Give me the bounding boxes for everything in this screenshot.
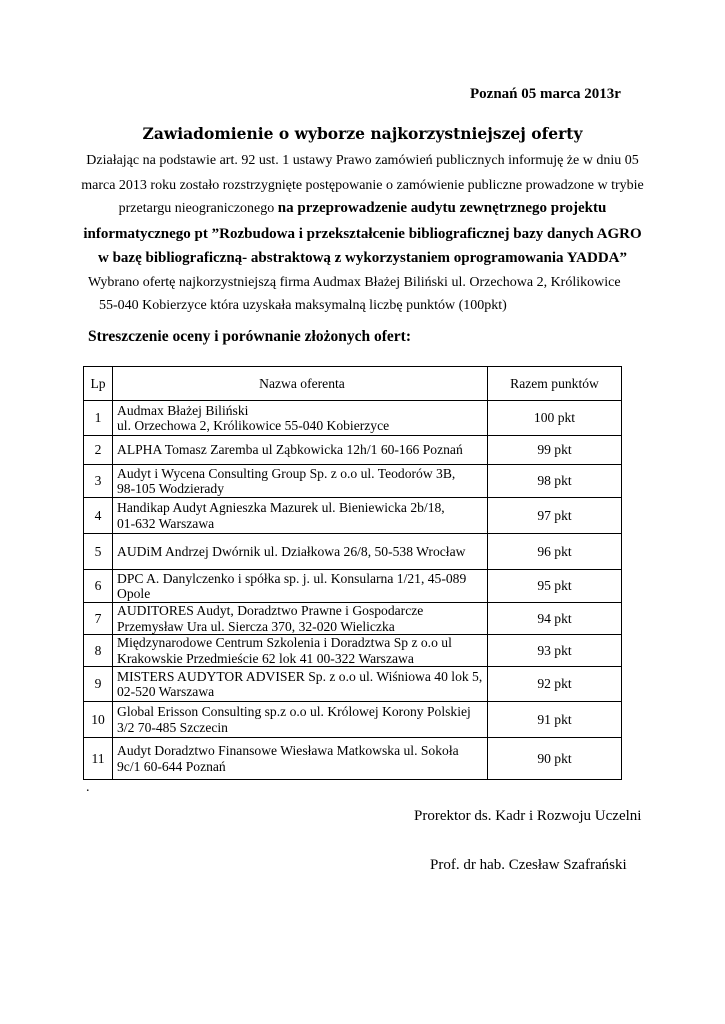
row-points: 97 pkt xyxy=(488,498,622,534)
signature-role: Prorektor ds. Kadr i Rozwoju Uczelni xyxy=(414,808,642,824)
row-points: 94 pkt xyxy=(488,603,622,635)
table-row xyxy=(84,570,622,603)
row-points: 91 pkt xyxy=(488,702,622,738)
row-points: 92 pkt xyxy=(488,667,622,702)
row-name: AUDITORES Audyt, Doradztwo Prawne i Gospodarcze Przemysław Ura ul. Siercza 370, 32-020 Wieliczka xyxy=(113,603,488,635)
row-lp: 6 xyxy=(84,570,113,603)
row-points: 95 pkt xyxy=(488,570,622,603)
row-points: 93 pkt xyxy=(488,635,622,667)
document-title: Zawiadomienie o wyborze najkorzystniejszej oferty xyxy=(142,124,583,143)
intro-line-3-normal: przetargu nieograniczonego xyxy=(118,201,278,216)
table-row xyxy=(84,667,622,702)
row-points: 100 pkt xyxy=(488,401,622,436)
table-row xyxy=(84,534,622,570)
row-name: ALPHA Tomasz Zaremba ul Ząbkowicka 12h/1 60-166 Poznań xyxy=(113,436,488,465)
row-lp: 4 xyxy=(84,498,113,534)
row-name: Audmax Błażej Biliński ul. Orzechowa 2, Królikowice 55-040 Kobierzyce xyxy=(113,401,488,436)
row-name: Audyt i Wycena Consulting Group Sp. z o.o ul. Teodorów 3B, 98-105 Wodzierady xyxy=(113,465,488,498)
document-date: Poznań 05 marca 2013r xyxy=(470,86,621,102)
row-lp: 1 xyxy=(84,401,113,436)
intro-line-6: Wybrano ofertę najkorzystniejszą firma Audmax Błażej Biliński ul. Orzechowa 2, Królikowice xyxy=(88,275,621,290)
intro-line-1: Działając na podstawie art. 92 ust. 1 ustawy Prawo zamówień publicznych informuję że w dniu 05 xyxy=(86,153,639,168)
signature-name: Prof. dr hab. Czesław Szafrański xyxy=(430,857,627,873)
header-name: Nazwa oferenta xyxy=(113,367,488,401)
intro-line-4: informatycznego pt ”Rozbudowa i przekształcenie bibliograficznej bazy danych AGRO xyxy=(83,226,642,242)
table-row xyxy=(84,436,622,465)
row-name: Handikap Audyt Agnieszka Mazurek ul. Bieniewicka 2b/18, 01-632 Warszawa xyxy=(113,498,488,534)
intro-line-3-bold: na przeprowadzenie audytu zewnętrznego projektu xyxy=(277,200,607,216)
row-name: Międzynarodowe Centrum Szkolenia i Doradztwa Sp z o.o ul Krakowskie Przedmieście 62 lok 41 00-322 Warszawa xyxy=(113,635,488,667)
row-lp: 8 xyxy=(84,635,113,667)
table-row xyxy=(84,702,622,738)
table-row xyxy=(84,738,622,780)
header-lp: Lp xyxy=(84,367,113,401)
row-lp: 11 xyxy=(84,738,113,780)
row-lp: 7 xyxy=(84,603,113,635)
row-lp: 5 xyxy=(84,534,113,570)
stray-dot: . xyxy=(86,780,90,795)
row-points: 96 pkt xyxy=(488,534,622,570)
header-points: Razem punktów xyxy=(488,367,622,401)
intro-line-2: marca 2013 roku zostało rozstrzygnięte postępowanie o zamówienie publiczne prowadzone w trybie xyxy=(81,178,644,193)
table-row xyxy=(84,498,622,534)
table-row xyxy=(84,465,622,498)
table-row xyxy=(84,603,622,635)
row-lp: 2 xyxy=(84,436,113,465)
table-row xyxy=(84,635,622,667)
row-lp: 10 xyxy=(84,702,113,738)
row-name: Global Erisson Consulting sp.z o.o ul. Królowej Korony Polskiej 3/2 70-485 Szczecin xyxy=(113,702,488,738)
offers-table xyxy=(83,366,622,780)
row-name: DPC A. Danylczenko i spółka sp. j. ul. Konsularna 1/21, 45-089 Opole xyxy=(113,570,488,603)
intro-line-3 xyxy=(0,200,725,217)
row-points: 99 pkt xyxy=(488,436,622,465)
row-points: 98 pkt xyxy=(488,465,622,498)
row-name: AUDiM Andrzej Dwórnik ul. Działkowa 26/8, 50-538 Wrocław xyxy=(113,534,488,570)
table-row xyxy=(84,401,622,436)
intro-line-5: w bazę bibliograficzną- abstraktową z wykorzystaniem oprogramowania YADDA” xyxy=(98,250,627,266)
section-subheading: Streszczenie oceny i porównanie złożonych ofert: xyxy=(88,328,411,345)
intro-line-7: 55-040 Kobierzyce która uzyskała maksymalną liczbę punktów (100pkt) xyxy=(99,298,507,313)
row-lp: 9 xyxy=(84,667,113,702)
row-lp: 3 xyxy=(84,465,113,498)
row-name: MISTERS AUDYTOR ADVISER Sp. z o.o ul. Wiśniowa 40 lok 5, 02-520 Warszawa xyxy=(113,667,488,702)
row-points: 90 pkt xyxy=(488,738,622,780)
table-header-row xyxy=(84,367,622,401)
row-name: Audyt Doradztwo Finansowe Wiesława Matkowska ul. Sokoła 9c/1 60-644 Poznań xyxy=(113,738,488,780)
